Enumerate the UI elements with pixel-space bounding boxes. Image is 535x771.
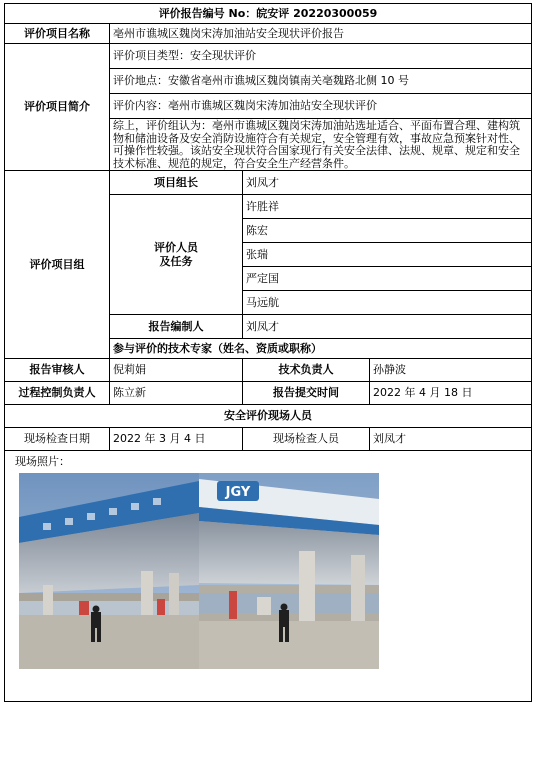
writer-label: 报告编制人 xyxy=(110,315,243,339)
canopy-logo: JGY xyxy=(225,485,251,500)
report-table xyxy=(4,3,532,702)
leader-value: 刘凤才 xyxy=(243,171,532,195)
inspector-value: 刘凤才 xyxy=(370,428,532,451)
inspection-date-value: 2022 年 3 月 4 日 xyxy=(110,428,243,451)
experts-label: 参与评价的技术专家（姓名、资质或职称） xyxy=(110,339,532,359)
member-4: 严定国 xyxy=(243,267,532,291)
submit-time-value: 2022 年 4 月 18 日 xyxy=(370,382,532,405)
reviewer-label: 报告审核人 xyxy=(5,359,110,382)
summary-type: 评价项目类型：安全现状评价 xyxy=(110,44,532,69)
summary-label: 评价项目简介 xyxy=(5,44,110,171)
project-name-label: 评价项目名称 xyxy=(5,24,110,44)
member-1: 许胜祥 xyxy=(243,195,532,219)
members-label: 评价人员 及任务 xyxy=(110,195,243,315)
member-3: 张瑞 xyxy=(243,243,532,267)
site-photos xyxy=(15,473,521,673)
member-5: 马远航 xyxy=(243,291,532,315)
process-control-value: 陈立新 xyxy=(110,382,243,405)
inspection-date-label: 现场检查日期 xyxy=(5,428,110,451)
site-photo-2 xyxy=(199,473,379,669)
site-photo-1 xyxy=(19,473,199,669)
site-staff-title: 安全评价现场人员 xyxy=(5,405,532,428)
submit-time-label: 报告提交时间 xyxy=(243,382,370,405)
tech-lead-label: 技术负责人 xyxy=(243,359,370,382)
summary-content: 评价内容：亳州市谯城区魏岗宋涛加油站安全现状评价 xyxy=(110,94,532,119)
leader-label: 项目组长 xyxy=(110,171,243,195)
summary-conclusion: 综上，评价组认为：亳州市谯城区魏岗宋涛加油站选址适合、平面布置合理、建构筑物和储油设备及安全消防设施符合有关规定，安全管理有效，事故应急预案针对性、可操作性较强。该站安全现状符合国家现行有关安全法律、法规、规章、规定和安全技术标准、规范的规定，符合安全生产经营条件。 xyxy=(110,119,532,171)
reviewer-value: 倪莉娟 xyxy=(110,359,243,382)
evaluation-report-form xyxy=(4,3,531,702)
site-photos-label: 现场照片： xyxy=(15,455,70,468)
inspector-label: 现场检查人员 xyxy=(243,428,370,451)
site-photos-cell xyxy=(5,451,532,702)
summary-location: 评价地点：安徽省亳州市谯城区魏岗镇南关亳魏路北侧 10 号 xyxy=(110,69,532,94)
tech-lead-value: 孙静波 xyxy=(370,359,532,382)
writer-value: 刘凤才 xyxy=(243,315,532,339)
team-label: 评价项目组 xyxy=(5,171,110,359)
report-number: 评价报告编号 No：皖安评 20220300059 xyxy=(5,4,532,24)
member-2: 陈宏 xyxy=(243,219,532,243)
project-name-value: 亳州市谯城区魏岗宋涛加油站安全现状评价报告 xyxy=(110,24,532,44)
process-control-label: 过程控制负责人 xyxy=(5,382,110,405)
